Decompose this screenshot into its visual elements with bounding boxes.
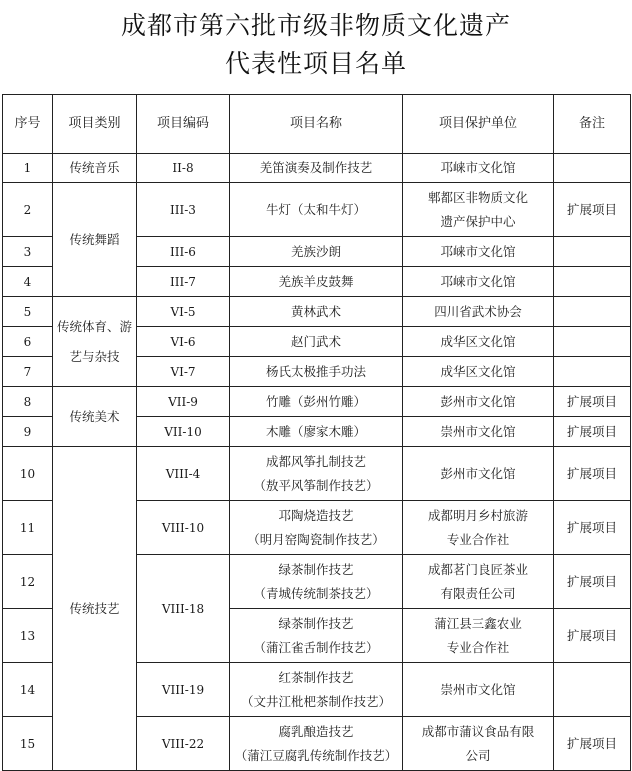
cell-note: 扩展项目 — [554, 387, 631, 417]
cell-unit — [403, 417, 554, 447]
cell-note: 扩展项目 — [554, 183, 631, 237]
unit-line: 成华区文化馆 — [440, 333, 516, 349]
cell-name — [230, 154, 403, 183]
cell-note — [554, 357, 631, 387]
cell-note: 扩展项目 — [554, 501, 631, 555]
name-line: 竹雕（彭州竹雕） — [265, 393, 366, 409]
cell-name — [230, 183, 403, 237]
cell-note — [554, 663, 631, 717]
cell-note — [554, 327, 631, 357]
cell-code: III-6 — [137, 237, 230, 267]
table-row — [3, 183, 631, 237]
table-row — [3, 297, 631, 327]
cell-category: 传统技艺 — [53, 447, 137, 771]
cell-unit — [403, 267, 554, 297]
unit-line: 专业合作社 — [446, 639, 510, 655]
cell-unit — [403, 297, 554, 327]
unit-line: 成华区文化馆 — [440, 363, 516, 379]
unit-line: 四川省武术协会 — [434, 303, 522, 319]
unit-line: 专业合作社 — [446, 531, 510, 547]
name-line: 红茶制作技艺 — [278, 669, 354, 685]
name-line: （蒲江豆腐乳传统制作技艺） — [234, 747, 398, 763]
cell-no: 2 — [3, 183, 53, 237]
cell-code: VIII-19 — [137, 663, 230, 717]
cell-no: 13 — [3, 609, 53, 663]
cell-unit — [403, 183, 554, 237]
unit-line: 邛崃市文化馆 — [440, 243, 516, 259]
name-line: （青城传统制茶技艺） — [253, 585, 379, 601]
unit-line: 成都市蒲议食品有限 — [421, 723, 535, 739]
name-line: 羌族沙朗 — [290, 243, 341, 259]
cell-note: 扩展项目 — [554, 417, 631, 447]
table-row — [3, 447, 631, 501]
cell-unit — [403, 327, 554, 357]
header-name: 项目名称 — [230, 95, 403, 154]
cell-code: III-7 — [137, 267, 230, 297]
cell-note — [554, 297, 631, 327]
name-line: 绿茶制作技艺 — [278, 561, 354, 577]
cell-name — [230, 663, 403, 717]
cell-name — [230, 327, 403, 357]
unit-line: 公司 — [465, 747, 491, 763]
cell-no: 9 — [3, 417, 53, 447]
unit-line: 郫都区非物质文化 — [427, 189, 528, 205]
unit-line: 成都茗门良匠茶业 — [427, 561, 528, 577]
cell-unit — [403, 663, 554, 717]
cell-no: 3 — [3, 237, 53, 267]
unit-line: 遗产保护中心 — [440, 213, 516, 229]
cell-note: 扩展项目 — [554, 555, 631, 609]
cell-code: VIII-18 — [137, 555, 230, 663]
name-line: 成都风筝扎制技艺 — [265, 453, 366, 469]
cell-note — [554, 154, 631, 183]
cell-code: VIII-4 — [137, 447, 230, 501]
cell-code: VIII-10 — [137, 501, 230, 555]
header-category: 项目类别 — [53, 95, 137, 154]
cell-unit — [403, 387, 554, 417]
cell-unit — [403, 237, 554, 267]
cell-category: 传统音乐 — [53, 154, 137, 183]
name-line: 邛陶烧造技艺 — [278, 507, 354, 523]
cell-code: VI-5 — [137, 297, 230, 327]
cell-category: 传统体育、游艺与杂技 — [53, 297, 137, 387]
unit-line: 崇州市文化馆 — [440, 423, 516, 439]
cell-code: II-8 — [137, 154, 230, 183]
cell-name — [230, 267, 403, 297]
heritage-list-table — [2, 94, 631, 771]
cell-no: 4 — [3, 267, 53, 297]
cell-code: VI-6 — [137, 327, 230, 357]
cell-unit — [403, 555, 554, 609]
cell-name — [230, 501, 403, 555]
cell-no: 15 — [3, 717, 53, 771]
cell-no: 7 — [3, 357, 53, 387]
name-line: 杨氏太极推手功法 — [265, 363, 366, 379]
name-line: （蒲江雀舌制作技艺） — [253, 639, 379, 655]
document-title-line2: 代表性项目名单 — [224, 49, 407, 78]
name-line: 羌族羊皮鼓舞 — [278, 273, 354, 289]
cell-note: 扩展项目 — [554, 447, 631, 501]
cell-no: 11 — [3, 501, 53, 555]
cell-note: 扩展项目 — [554, 717, 631, 771]
unit-line: 蒲江县三鑫农业 — [434, 615, 522, 631]
cell-code: III-3 — [137, 183, 230, 237]
cell-code: VIII-22 — [137, 717, 230, 771]
header-note: 备注 — [554, 95, 631, 154]
unit-line: 有限责任公司 — [440, 585, 516, 601]
cell-name — [230, 387, 403, 417]
cell-name — [230, 297, 403, 327]
cell-category: 传统美术 — [53, 387, 137, 447]
unit-line: 崇州市文化馆 — [440, 681, 516, 697]
cell-note: 扩展项目 — [554, 609, 631, 663]
name-line: 羌笛演奏及制作技艺 — [259, 160, 373, 175]
name-line: 牛灯（太和牛灯） — [265, 201, 366, 217]
table-row — [3, 387, 631, 417]
header-unit: 项目保护单位 — [403, 95, 554, 154]
cell-unit — [403, 357, 554, 387]
name-line: （明月窑陶瓷制作技艺） — [247, 531, 385, 547]
cell-unit — [403, 717, 554, 771]
cell-note — [554, 237, 631, 267]
name-line: 木雕（廖家木雕） — [265, 423, 366, 439]
unit-line: 成都明月乡村旅游 — [427, 507, 528, 523]
cell-no: 6 — [3, 327, 53, 357]
unit-line: 彭州市文化馆 — [440, 465, 516, 481]
cell-name — [230, 717, 403, 771]
cell-name — [230, 237, 403, 267]
name-line: 绿茶制作技艺 — [278, 615, 354, 631]
cell-no: 8 — [3, 387, 53, 417]
cell-no: 1 — [3, 154, 53, 183]
unit-line: 邛崃市文化馆 — [440, 273, 516, 289]
cell-name — [230, 417, 403, 447]
cell-category: 传统舞蹈 — [53, 183, 137, 297]
cell-no: 10 — [3, 447, 53, 501]
cell-name — [230, 357, 403, 387]
table-header-row — [3, 95, 631, 154]
cell-name — [230, 555, 403, 609]
header-code: 项目编码 — [137, 95, 230, 154]
cell-no: 12 — [3, 555, 53, 609]
cell-code: VII-10 — [137, 417, 230, 447]
cell-unit — [403, 501, 554, 555]
cell-name — [230, 609, 403, 663]
name-line: 赵门武术 — [290, 333, 341, 349]
header-no: 序号 — [3, 95, 53, 154]
unit-line: 彭州市文化馆 — [440, 393, 516, 409]
cell-no: 5 — [3, 297, 53, 327]
document-title-line1: 成都市第六批市级非物质文化遗产 — [120, 11, 511, 40]
name-line: 腐乳酿造技艺 — [278, 723, 354, 739]
name-line: 黄林武术 — [290, 303, 341, 319]
cell-name — [230, 447, 403, 501]
name-line: （文井江枇杷茶制作技艺） — [240, 693, 391, 709]
name-line: （敖平风筝制作技艺） — [253, 477, 379, 493]
cell-code: VI-7 — [137, 357, 230, 387]
unit-line: 邛崃市文化馆 — [440, 160, 516, 175]
cell-unit — [403, 154, 554, 183]
cell-note — [554, 267, 631, 297]
cell-unit — [403, 447, 554, 501]
cell-unit — [403, 609, 554, 663]
cell-no: 14 — [3, 663, 53, 717]
table-row — [3, 154, 631, 183]
cell-code: VII-9 — [137, 387, 230, 417]
